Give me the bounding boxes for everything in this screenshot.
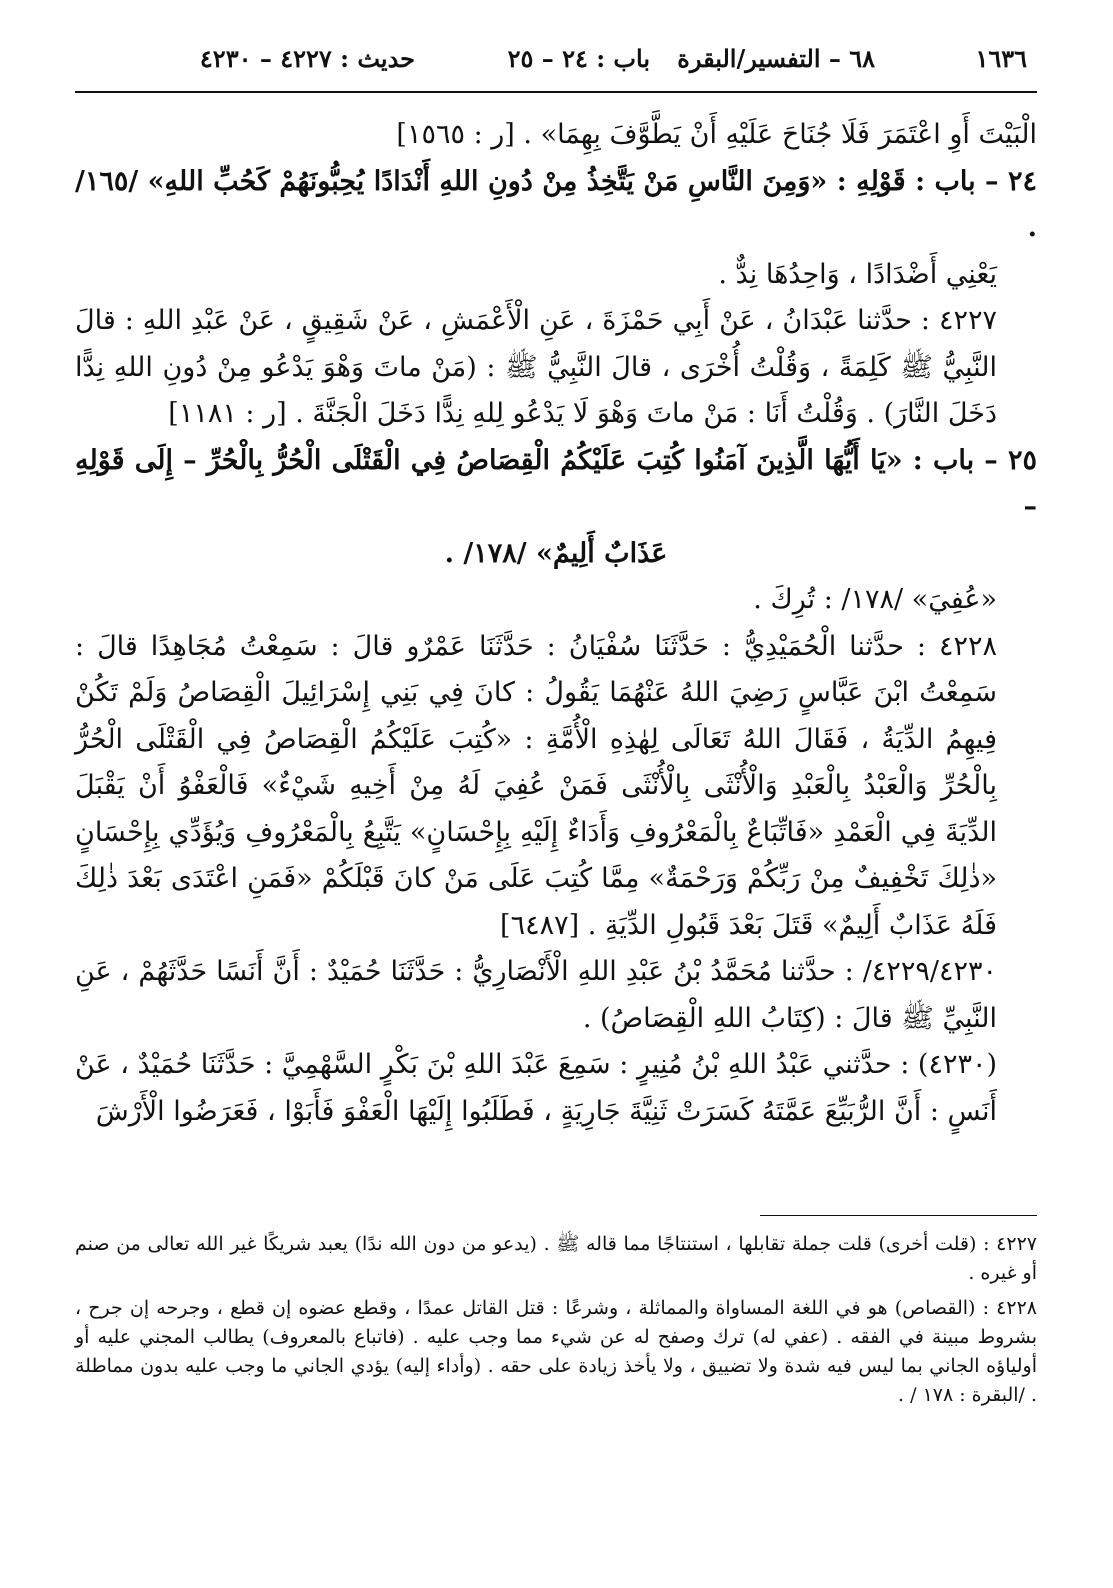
chapter-gloss-24: يَعْنِي أَضْدَادًا ، وَاحِدُهَا نِدٌّ . xyxy=(718,258,997,290)
chapter-gloss-25: «عُفِيَ» /١٧٨/ : تُرِكَ . xyxy=(753,584,997,615)
hadith-4227: ٤٢٢٧ : حدَّثنا عَبْدَانُ ، عَنْ أَبِي حَمْزَةَ ، عَنِ الْأَعْمَشِ ، عَنْ شَقِيقٍ ، عَنْ عَبْدِ اللهِ : قالَ النَّبِيُّ ﷺ كَلِمَةً ، وَقُلْتُ أُخْرَى ، قالَ النَّبِيُّ ﷺ : (مَنْ ماتَ وَهْوَ يَدْعُو مِنْ دُونِ اللهِ نِدًّا دَخَلَ النَّارَ) . وَقُلْتُ أَنَا : مَنْ ماتَ وَهْوَ لَا يَدْعُو لِلهِ نِدًّا دَخَلَ الْجَنَّةَ . [ر : ١١٨١] xyxy=(75,305,997,429)
hadith-4228: ٤٢٢٨ : حدَّثنا الْحُمَيْدِيُّ : حَدَّثَنَا سُفْيَانُ : حَدَّثَنَا عَمْرٌو قالَ : سَمِعْتُ مُجَاهِدًا قالَ : سَمِعْتُ ابْنَ عَبَّاسٍ رَضِيَ اللهُ عَنْهُمَا يَقُولُ : كانَ فِي بَنِي إِسْرَائِيلَ الْقِصَاصُ وَلَمْ تَكُنْ فِيهِمُ الدِّيَةُ ، فَقَالَ اللهُ تَعَالَى لِهٰذِهِ الْأُمَّةِ : «كُتِبَ عَلَيْكُمُ الْقِصَاصُ فِي الْقَتْلَى الْحُرُّ بِالْحُرِّ وَالْعَبْدُ بِالْعَبْدِ وَالْأُنْثَى بِالْأُنْثَى فَمَنْ عُفِيَ لَهُ مِنْ أَخِيهِ شَيْءٌ» فَالْعَفْوُ أَنْ يَقْبَلَ الدِّيَةَ فِي الْعَمْدِ «فَاتِّبَاعٌ بِالْمَعْرُوفِ وَأَدَاءٌ إِلَيْهِ بِإِحْسَانٍ» يَتَّبِعُ بِالْمَعْرُوفِ وَيُؤَدِّي بِإِحْسَانٍ «ذٰلِكَ تَخْفِيفٌ مِنْ رَبِّكُمْ وَرَحْمَةٌ» مِمَّا كُتِبَ عَلَى مَنْ كانَ قَبْلَكُمْ «فَمَنِ اعْتَدَى بَعْدَ ذٰلِكَ فَلَهُ عَذَابٌ أَلِيمٌ» قَتَلَ بَعْدَ قَبُولِ الدِّيَةِ . [٦٤٨٧] xyxy=(75,630,997,941)
hadith-range: حديث : ٤٢٢٧ – ٤٢٣٠ xyxy=(199,44,415,73)
hadith-4229: ٤٢٢٩/٤٢٣٠/ : حدَّثنا مُحَمَّدُ بْنُ عَبْدِ اللهِ الْأَنْصَارِيُّ : حَدَّثَنَا حُمَيْدٌ : أَنَّ أَنَسًا حَدَّثَهُمْ ، عَنِ النَّبِيِّ ﷺ قالَ : (كِتَابُ اللهِ الْقِصَاصُ) . xyxy=(75,956,997,1034)
paragraph-continuation: الْبَيْتَ أَوِ اعْتَمَرَ فَلَا جُنَاحَ عَلَيْهِ أَنْ يَطَّوَّفَ بِهِمَا» . [ر : ١٥٦٥] xyxy=(396,119,1037,150)
header-divider xyxy=(75,91,1037,93)
chapter-title: ٦٨ – التفسير/البقرة xyxy=(677,44,875,73)
footnote-4228: ٤٢٢٨ : (القصاص) هو في اللغة المساواة والمماثلة ، وشرعًا : قتل القاتل عمدًا ، وقطع عضوه إن قطع ، وجرحه إن جرح ، بشروط مبينة في الفقه . (عفي له) ترك وصفح له عن شيء مما وجب عليه . (فاتباع بالمعروف) يطالب المجني عليه أو أولياؤه الجاني بما ليس فيه شدة ولا تضييق ، ولا يأخذ زيادة على حقه . (وأداء إليه) يؤدي الجاني ما وجب عليه بدون مماطلة . /البقرة : ١٧٨ / . xyxy=(75,1297,1037,1406)
page-number: ١٦٣٦ xyxy=(975,44,1027,73)
footnotes xyxy=(75,1230,1037,1416)
footnote-divider xyxy=(760,1215,1037,1216)
main-text xyxy=(75,112,1037,1135)
chapter-heading-25: ٢٥ – باب : «يَا أَيُّهَا الَّذِينَ آمَنُوا كُتِبَ عَلَيْكُمُ الْقِصَاصُ فِي الْقَتْلَى الْحُرُّ بِالْحُرِّ – إِلَى قَوْلِهِ – xyxy=(75,444,1037,522)
bab-range: باب : ٢٤ – ٢٥ xyxy=(507,44,650,73)
running-header xyxy=(75,40,1035,86)
chapter-heading-25-cont: عَذَابٌ أَلِيمٌ» /١٧٨/ . xyxy=(444,537,668,569)
chapter-heading-24: ٢٤ – باب : قَوْلِهِ : «وَمِنَ النَّاسِ مَنْ يَتَّخِذُ مِنْ دُونِ اللهِ أَنْدَادًا يُحِبُّونَهُمْ كَحُبِّ اللهِ» /١٦٥/ . xyxy=(75,165,1037,243)
footnote-4227: ٤٢٢٧ : (قلت أخرى) قلت جملة تقابلها ، استنتاجًا مما قاله ﷺ . (يدعو من دون الله ندًا) يعبد شريكًا غير الله تعالى من صنم أو غيره . xyxy=(75,1233,1037,1284)
hadith-4230: (٤٢٣٠) : حدَّثني عَبْدُ اللهِ بْنُ مُنِيرٍ : سَمِعَ عَبْدَ اللهِ بْنَ بَكْرٍ السَّهْمِيَّ : حَدَّثَنَا حُمَيْدٌ ، عَنْ أَنَسٍ : أَنَّ الرُّبَيِّعَ عَمَّتَهُ كَسَرَتْ ثَنِيَّةَ جَارِيَةٍ ، فَطَلَبُوا إِلَيْهَا الْعَفْوَ فَأَبَوْا ، فَعَرَضُوا الْأَرْشَ xyxy=(75,1049,997,1127)
